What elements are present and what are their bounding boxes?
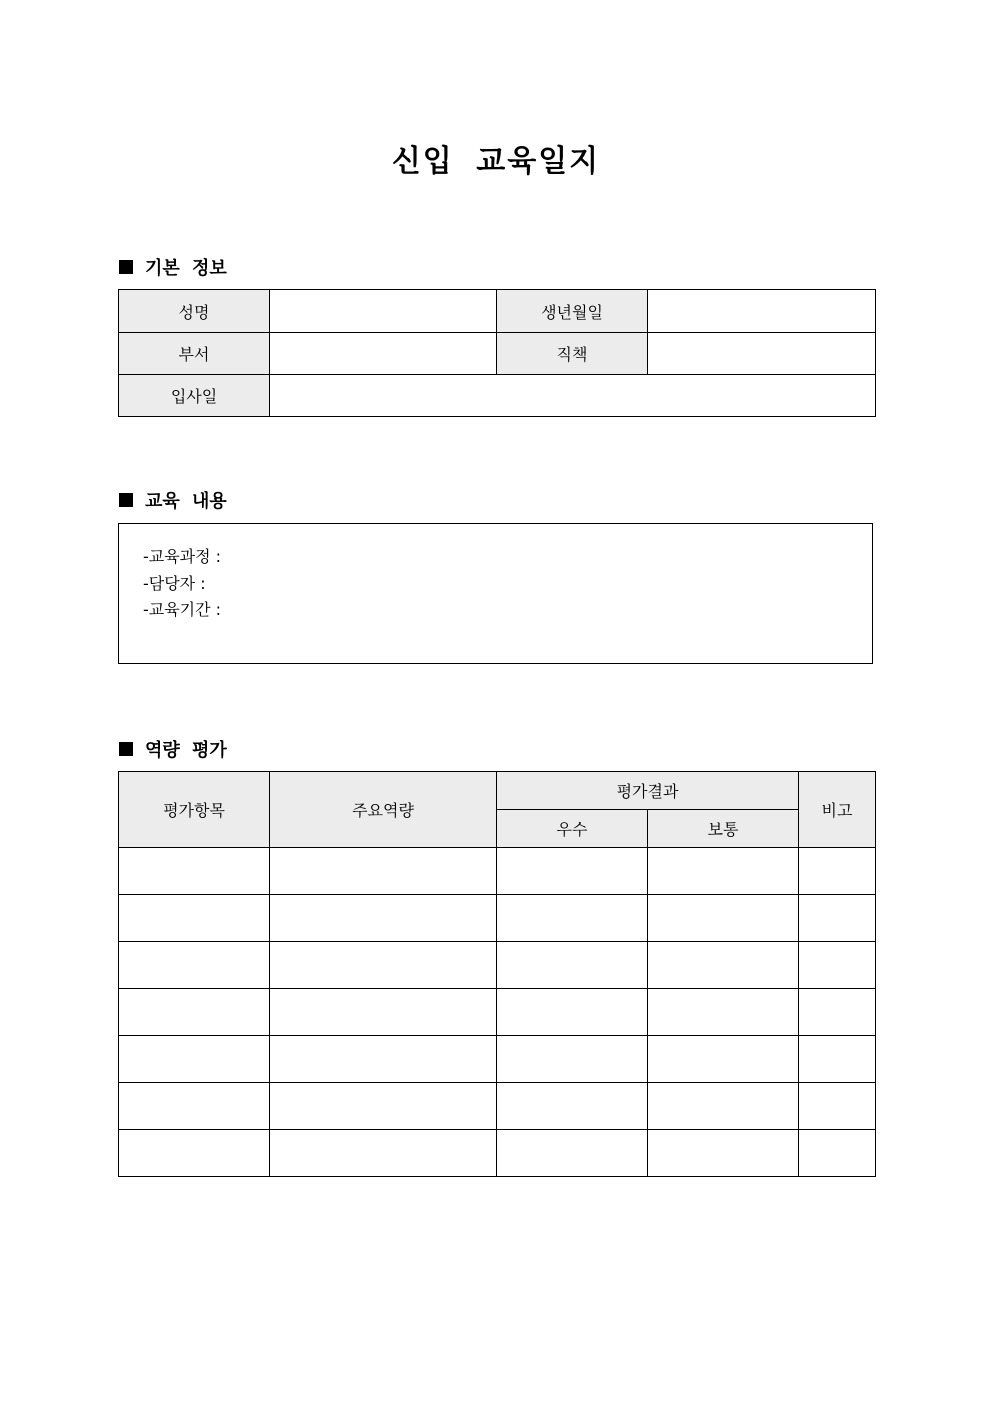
note-cell[interactable] [799,1036,876,1083]
square-bullet-icon [119,742,133,756]
excellent-cell[interactable] [497,1036,648,1083]
item-cell[interactable] [119,895,270,942]
table-row [119,1036,876,1083]
section-basic-info-title: 기본 정보 [145,258,227,279]
join-date-field[interactable] [270,375,876,417]
header-competency: 주요역량 [270,772,497,848]
training-content-box[interactable] [118,523,873,664]
section-content-heading [119,487,227,513]
competency-cell[interactable] [270,895,497,942]
square-bullet-icon [119,260,133,274]
note-cell[interactable] [799,895,876,942]
table-row [119,848,876,895]
normal-cell[interactable] [648,1130,799,1177]
item-cell[interactable] [119,989,270,1036]
table-row [119,942,876,989]
dept-label: 부서 [119,333,270,375]
competency-cell[interactable] [270,1083,497,1130]
section-basic-info-heading [119,254,227,280]
course-line: -교육과정 : [143,547,222,566]
note-cell[interactable] [799,989,876,1036]
normal-cell[interactable] [648,942,799,989]
header-excellent: 우수 [497,810,648,848]
name-field[interactable] [270,290,497,333]
note-cell[interactable] [799,1083,876,1130]
header-note: 비고 [799,772,876,848]
normal-cell[interactable] [648,1083,799,1130]
item-cell[interactable] [119,848,270,895]
table-row [119,1083,876,1130]
item-cell[interactable] [119,1036,270,1083]
dept-field[interactable] [270,333,497,375]
excellent-cell[interactable] [497,848,648,895]
section-evaluation-title: 역량 평가 [145,740,227,761]
birth-field[interactable] [648,290,876,333]
manager-line: -담당자 : [143,573,206,593]
note-cell[interactable] [799,1130,876,1177]
normal-cell[interactable] [648,848,799,895]
square-bullet-icon [119,493,133,507]
normal-cell[interactable] [648,989,799,1036]
join-date-label: 입사일 [119,375,270,417]
position-label: 직책 [497,333,648,375]
table-row [119,989,876,1036]
excellent-cell[interactable] [497,942,648,989]
competency-cell[interactable] [270,989,497,1036]
competency-cell[interactable] [270,1130,497,1177]
basic-info-table [118,289,876,417]
item-cell[interactable] [119,1083,270,1130]
note-cell[interactable] [799,942,876,989]
excellent-cell[interactable] [497,1130,648,1177]
evaluation-table [118,771,876,1177]
item-cell[interactable] [119,942,270,989]
table-row [119,1130,876,1177]
excellent-cell[interactable] [497,989,648,1036]
table-row [119,895,876,942]
section-evaluation-heading [119,736,227,762]
competency-cell[interactable] [270,848,497,895]
birth-label: 생년월일 [497,290,648,333]
name-label: 성명 [119,290,270,333]
position-field[interactable] [648,333,876,375]
section-content-title: 교육 내용 [145,491,227,512]
header-normal: 보통 [648,810,799,848]
note-cell[interactable] [799,848,876,895]
normal-cell[interactable] [648,1036,799,1083]
excellent-cell[interactable] [497,1083,648,1130]
excellent-cell[interactable] [497,895,648,942]
competency-cell[interactable] [270,942,497,989]
competency-cell[interactable] [270,1036,497,1083]
normal-cell[interactable] [648,895,799,942]
header-item: 평가항목 [119,772,270,848]
item-cell[interactable] [119,1130,270,1177]
period-line: -교육기간 : [143,600,222,619]
page-title: 신입 교육일지 [391,144,601,179]
header-result: 평가결과 [497,772,799,810]
